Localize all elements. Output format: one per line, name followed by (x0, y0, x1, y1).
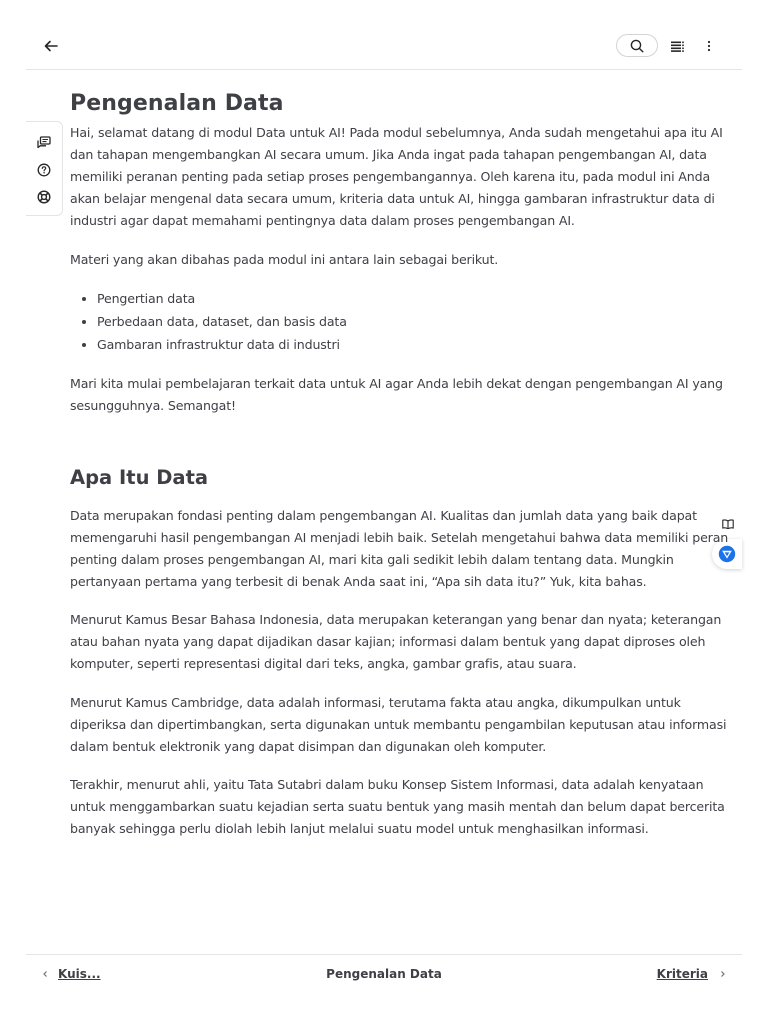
side-toolbar (26, 121, 63, 216)
chevron-left-icon (42, 970, 48, 978)
next-module-label: Kriteria (656, 967, 708, 981)
more-options-button[interactable] (700, 37, 718, 55)
list-icon (671, 41, 684, 52)
module-list-button[interactable] (668, 37, 686, 55)
materi-intro-paragraph: Materi yang akan dibahas pada modul ini antara lain sebagai berikut. (70, 252, 499, 267)
list-item: • Gambaran infrastruktur data di industri (97, 333, 730, 356)
prev-module-link[interactable] (42, 967, 101, 981)
arrow-left-icon (44, 40, 58, 52)
topic-list (70, 287, 730, 356)
section-title: Apa Itu Data (70, 466, 209, 489)
section-paragraph: Menurut Kamus Cambridge, data adalah informasi, terutama fakta atau angka, dikumpulkan untuk diperiksa dan dipertimbangkan, serta digunakan untuk membantu pengambilan keputusan atau informasi dalam bentuk elektronik yang dapat disimpan dan digunakan oleh komputer. (70, 695, 727, 754)
search-button[interactable] (616, 34, 658, 57)
prev-module-label: Kuis... (58, 967, 101, 981)
page-title: Pengenalan Data (70, 91, 284, 116)
help-button[interactable] (35, 161, 53, 179)
back-button[interactable] (40, 35, 62, 57)
search-icon (630, 39, 644, 53)
section-paragraph: Menurut Kamus Besar Bahasa Indonesia, data merupakan keterangan yang benar dan nyata; keterangan atau bahan nyata yang dapat dijadikan dasar kajian; informasi dalam bentuk yang dapat diproses oleh komputer, seperti representasi digital dari teks, angka, gambar grafis, atau suara. (70, 612, 722, 671)
list-item: • Pengertian data (97, 287, 730, 310)
more-vertical-icon (707, 40, 711, 52)
support-icon (37, 190, 51, 204)
discussion-icon (37, 136, 51, 150)
closing-paragraph: Mari kita mulai pembelajaran terkait data untuk AI agar Anda lebih dekat dengan pengembangan AI yang sesungguhnya. Semangat! (70, 376, 723, 413)
support-button[interactable] (35, 188, 53, 206)
top-bar (26, 28, 742, 70)
intro-paragraph: Hai, selamat datang di modul Data untuk AI! Pada modul sebelumnya, Anda sudah mengetahui apa itu AI dan tahapan mengembangkan AI secara umum. Jika Anda ingat pada tahapan pengembangan AI, data memiliki peranan penting pada setiap proses pengembangannya. Oleh karena itu, pada modul ini Anda akan belajar mengenal data secara umum, kriteria data untuk AI, hingga gambaran infrastruktur data di industri agar dapat memahami pentingnya data dalam proses pengembangan AI. (70, 125, 723, 228)
section-paragraph: Data merupakan fondasi penting dalam pengembangan AI. Kualitas dan jumlah data yang baik dapat memengaruhi hasil pengembangan AI menjadi lebih baik. Setelah mengetahui bahwa data memiliki peran penting dalam proses pengembangan AI, mari kita gali sedikit lebih dalam tentang data. Mungkin pertanyaan pertama yang terbesit di benak Anda saat ini, “Apa sih data itu?” Yuk, kita bahas. (70, 508, 729, 589)
article-content (70, 88, 730, 840)
next-module-link[interactable] (657, 967, 726, 981)
list-item: • Perbedaan data, dataset, dan basis data (97, 310, 730, 333)
chevron-right-icon (720, 970, 726, 978)
current-module-label: Pengenalan Data (326, 967, 442, 981)
section-paragraph: Terakhir, menurut ahli, yaitu Tata Sutabri dalam buku Konsep Sistem Informasi, data adalah kenyataan untuk menggambarkan suatu kejadian serta suatu bentuk yang masih mentah dan belum dapat bercerita banyak sehingga perlu diolah lebih lanjut melalui suatu model untuk menghasilkan informasi. (70, 777, 725, 836)
help-icon (37, 163, 51, 177)
bottom-navigation (26, 954, 742, 995)
discussion-button[interactable] (35, 134, 53, 152)
